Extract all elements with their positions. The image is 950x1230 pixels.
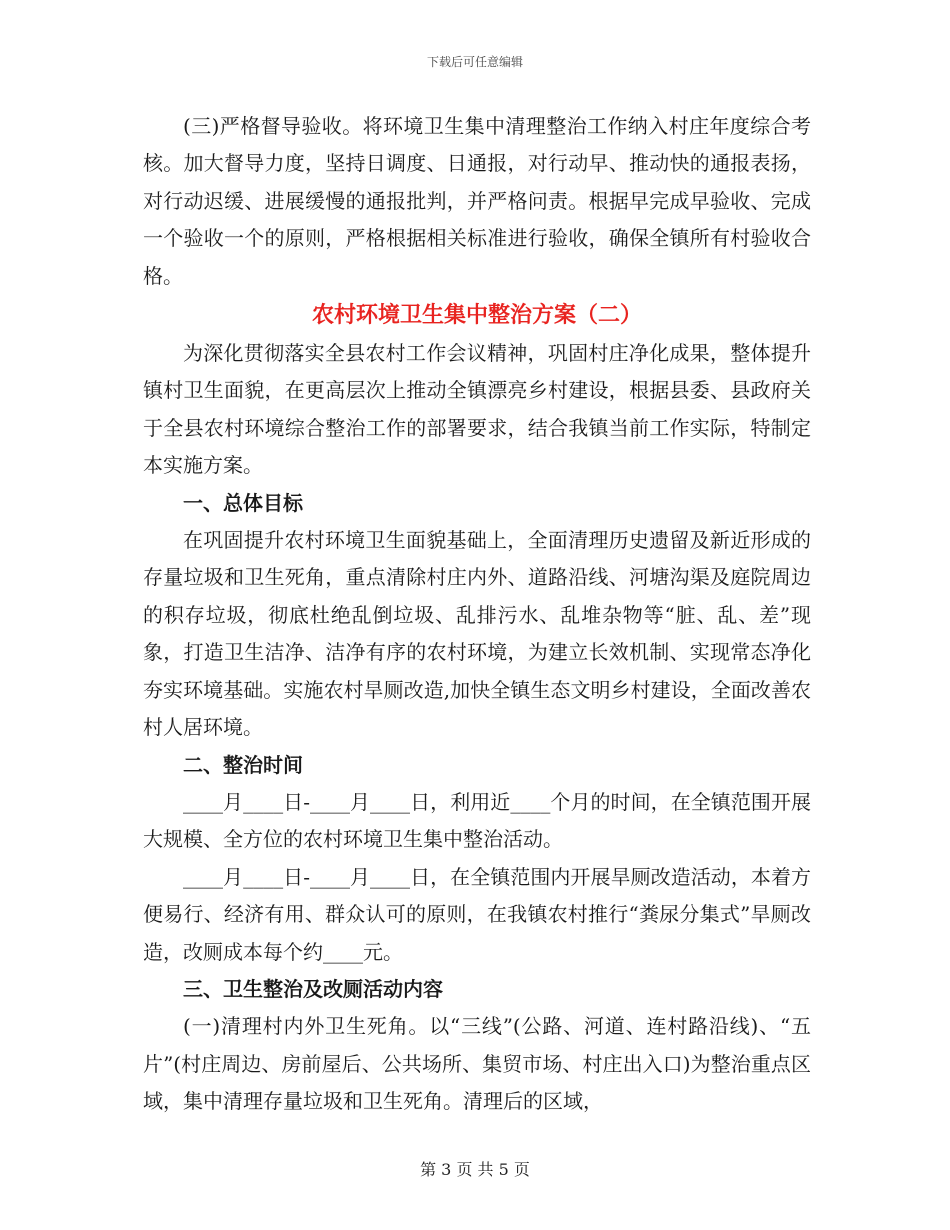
paragraph-cleanup: (一)清理村内外卫生死角。以“三线”(公路、河道、连村路沿线)、“五片”(村庄周边、房前屋后、公共场所、集贸市场、村庄出入口)为整治重点区域，集中清理存量垃圾和卫生死角。清理后的区域， bbox=[143, 1014, 811, 1114]
document-body bbox=[143, 108, 811, 1121]
paragraph-intro: 为深化贯彻落实全县农村工作会议精神，巩固村庄净化成果，整体提升镇村卫生面貌，在更高层次上推动全镇漂亮乡村建设，根据县委、县政府关于全县农村环境综合整治工作的部署要求，结合我镇当前工作实际，特制定本实施方案。 bbox=[143, 341, 811, 478]
paragraph-schedule-1: ____月____日-____月____日，利用近____个月的时间，在全镇范围开展大规模、全方位的农村环境卫生集中整治活动。 bbox=[143, 789, 811, 852]
page-header: 下载后可任意编辑 bbox=[426, 55, 523, 69]
heading-schedule: 二、整治时间 bbox=[183, 752, 303, 777]
paragraph-schedule-2: ____月____日-____月____日，在全镇范围内开展旱厕改造活动，本着方便易行、经济有用、群众认可的原则，在我镇农村推行“粪尿分集式”旱厕改造，改厕成本每个约____元。 bbox=[143, 864, 811, 964]
page-number: 第 3 页 共 5 页 bbox=[420, 1160, 530, 1179]
heading-overall-goal: 一、总体目标 bbox=[183, 490, 303, 515]
paragraph-overall-goal: 在巩固提升农村环境卫生面貌基础上，全面清理历史遗留及新近形成的存量垃圾和卫生死角，重点清除村庄内外、道路沿线、河塘沟渠及庭院周边的积存垃圾，彻底杜绝乱倒垃圾、乱排污水、乱堆杂物等“脏、乱、差”现象，打造卫生洁净、洁净有序的农村环境，为建立长效机制、实现常态净化夯实环境基础。实施农村旱厕改造,加快全镇生态文明乡村建设，全面改善农村人居环境。 bbox=[143, 528, 811, 740]
heading-activity-content: 三、卫生整治及改厕活动内容 bbox=[183, 976, 443, 1001]
paragraph-strict-inspection: (三)严格督导验收。将环境卫生集中清理整治工作纳入村庄年度综合考核。加大督导力度，坚持日调度、日通报，对行动早、推动快的通报表扬，对行动迟缓、进展缓慢的通报批判，并严格问责。根据早完成早验收、完成一个验收一个的原则，严格根据相关标准进行验收，确保全镇所有村验收合格。 bbox=[143, 114, 811, 288]
section-title: 农村环境卫生集中整治方案（二） bbox=[311, 302, 642, 329]
